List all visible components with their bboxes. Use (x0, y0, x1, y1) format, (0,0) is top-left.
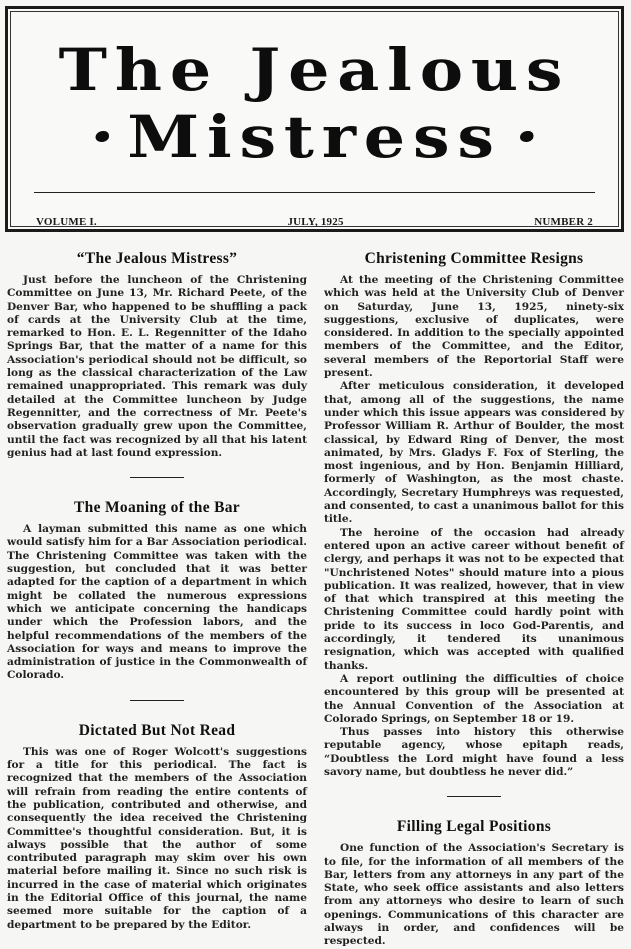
article-christening-committee-resigns (324, 250, 624, 779)
article-jealous-mistress (7, 250, 307, 460)
issue-date: JULY, 1925 (287, 216, 344, 228)
article-dictated-but-not-read (7, 722, 307, 932)
masthead-title-word: Mistress (127, 103, 502, 171)
article-paragraph: A layman submitted this name as one which would satisfy him for a Bar Association periodical. The Christening Committee was taken with the suggestion, but concluded that it was better adapted for the caption of a department in which might be collated the numerous expressions which we anticipate concerning the handicaps under which the Profession labors, and the helpful recommendations of the members of the Association for ways and means to improve the administration of justice in the Commonwealth of Colorado. (7, 523, 307, 682)
masthead-title-line-1: The Jealous (58, 36, 571, 104)
article-filling-legal-positions (324, 818, 624, 948)
section-divider (130, 700, 184, 701)
article-moaning-of-the-bar (7, 499, 307, 683)
masthead-rule (34, 192, 595, 193)
leaf-ornament-icon (96, 131, 109, 142)
leaf-ornament-icon (520, 131, 533, 142)
article-headline: Christening Committee Resigns (364, 250, 584, 267)
masthead-inner-border (10, 11, 619, 227)
article-paragraph: One function of the Association's Secretary is to file, for the information of all members of the Bar, letters from any attorneys in any part of the State, who seek office assistants and also letters from any attorneys who desire to learn of such openings. Communications of this character are always in order, and confidences will be respected. (324, 842, 624, 948)
article-headline: “The Jealous Mistress” (76, 250, 238, 267)
article-paragraph: After meticulous consideration, it developed that, among all of the suggestions, the name under which this issue appears was considered by Professor William R. Arthur of Boulder, the most classical, by Edward Ring of Denver, the most animated, by Mrs. Gladys F. Fox of Sterling, the most ingenious, and by Hon. Benjamin Hilliard, formerly of Washington, as the most chaste. Accordingly, Secretary Humphreys was requested, and consented, to cast a unanimous ballot for this title. (324, 380, 624, 526)
article-paragraph: The heroine of the occasion had already entered upon an active career without benefit of clergy, and perhaps it was not to be expected that "Unchristened Notes" should mature into a pious publication. It was realized, however, that in view of that which transpired at this meeting the Christening Committee could hardly point with pride to its success in loco God-Parentis, and accordingly, it tendered its unanimous resignation, which was accepted with qualified thanks. (324, 526, 624, 672)
article-headline: The Moaning of the Bar (74, 499, 240, 517)
article-paragraph: At the meeting of the Christening Committee which was held at the University Club of Denver on Saturday, June 13, 1925, ninety-six suggestions, exclusive of duplicates, were considered. In addition to the specially appointed members of the Committee, and the Editor, several members of the Reportorial Staff were present. (324, 274, 624, 380)
volume-label: VOLUME I. (36, 216, 97, 228)
article-paragraph: Just before the luncheon of the Christening Committee on June 13, Mr. Richard Peete, of the Denver Bar, who happened to be shuffling a pack of cards at the University Club at the time, remarked to Hon. E. L. Regennitter of the Idaho Springs Bar, that the matter of a name for this Association's periodical should not be difficult, so long as the classical characterization of the Law remained unappropriated. This remark was duly detailed at the Committee luncheon by Judge Regennitter, and the correctness of Mr. Peete's observation gradually grew upon the Committee, until the fact was recognized by all that his latent genius had at last found expression. (7, 274, 307, 459)
left-column (7, 250, 307, 932)
section-divider (447, 796, 501, 797)
article-paragraph: Thus passes into history this otherwise reputable agency, whose epitaph reads, “Doubtless the Lord might have found a less savory name, but doubtless he never did.” (324, 726, 624, 778)
article-paragraph: This was one of Roger Wolcott's suggestions for a title for this periodical. The fact is recognized that the members of the Association will refrain from reading the entire contents of the publication, contributed and otherwise, and consequently the idea received the Christening Committee's thoughtful consideration. But, it is always possible that the author of some contributed paragraph may skim over his own material before mailing it. Since no such risk is incurred in the case of material which originates in the Editorial Office of this journal, the name seemed more suitable for the caption of a department to be prepared by the Editor. (7, 745, 307, 931)
issue-info-row (36, 216, 593, 228)
right-column (324, 250, 624, 949)
masthead-title-line-2 (0, 105, 631, 169)
masthead (5, 6, 624, 232)
article-headline: Filling Legal Positions (396, 818, 552, 836)
article-headline: Dictated But Not Read (78, 721, 236, 739)
article-paragraph: A report outlining the difficulties of choice encountered by this group will be presented at the Annual Convention of the Association at Colorado Springs, on September 18 or 19. (324, 672, 624, 725)
section-divider (130, 477, 184, 478)
issue-number: NUMBER 2 (534, 216, 593, 228)
